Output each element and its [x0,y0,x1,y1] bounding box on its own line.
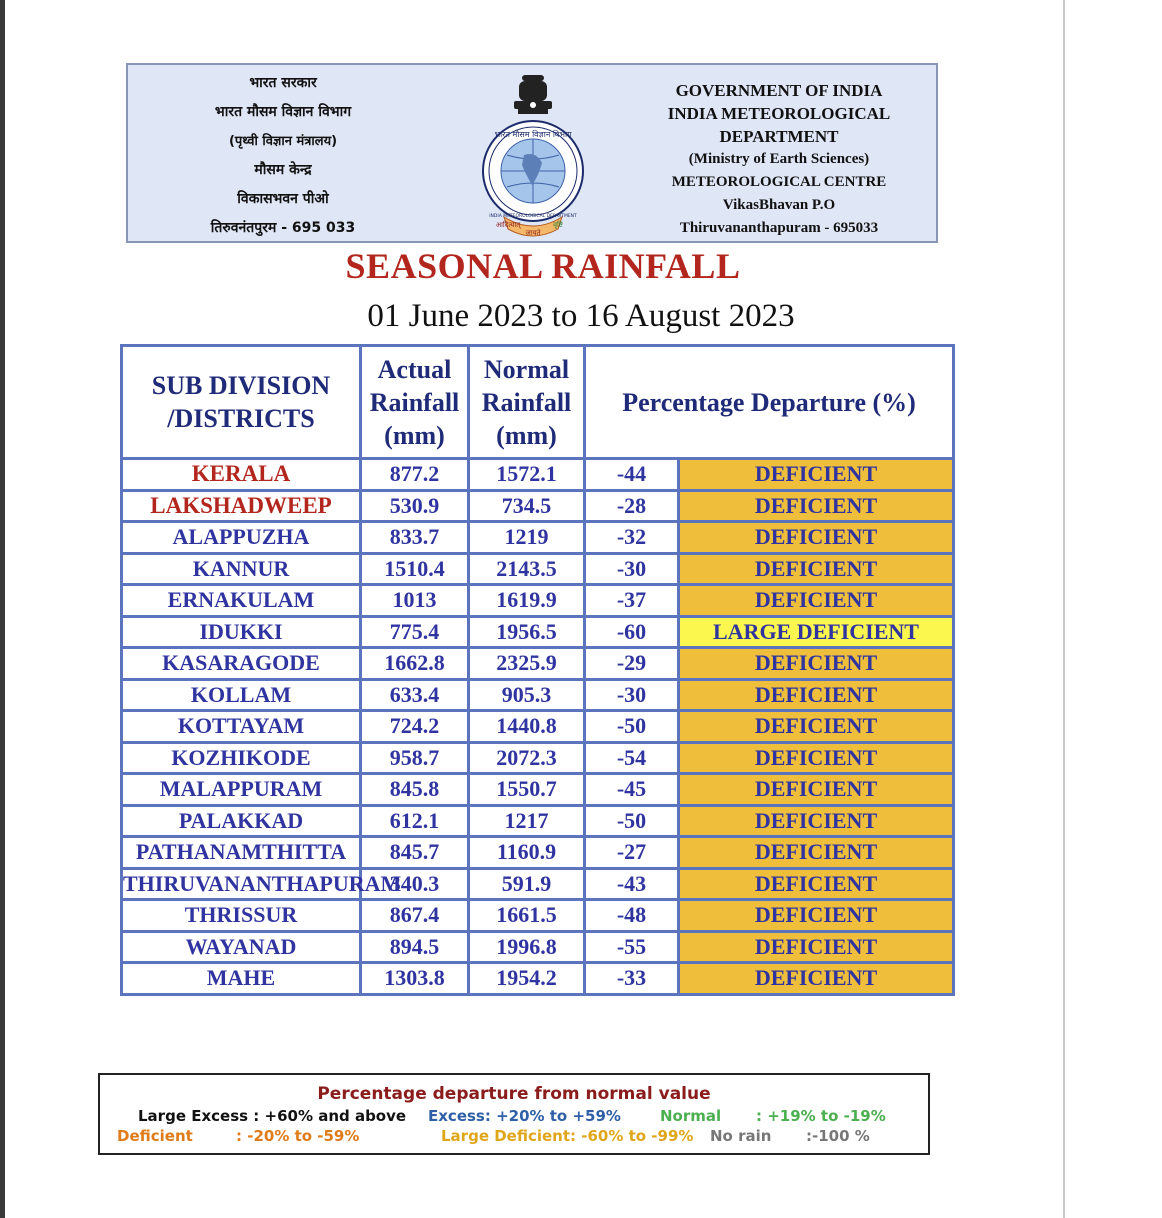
district-name: IDUKKI [122,616,361,648]
table-body [122,459,954,995]
district-name: MAHE [122,963,361,995]
normal-rainfall: 1572.1 [469,459,585,491]
english-line: (Ministry of Earth Sciences) [688,151,870,167]
departure-percent: -30 [585,553,679,585]
hindi-line: (पृथ्वी विज्ञान मंत्रालय) [228,134,338,149]
normal-rainfall: 591.9 [469,868,585,900]
normal-rainfall: 1954.2 [469,963,585,995]
normal-rainfall: 1956.5 [469,616,585,648]
letterhead-english [634,79,924,240]
category-badge: DEFICIENT [679,774,954,806]
table-row [122,459,954,491]
imd-logo [474,67,592,242]
table-row [122,805,954,837]
category-badge: DEFICIENT [679,931,954,963]
logo-hindi-text: भारत मौसम विज्ञान विभाग [494,130,572,139]
actual-rainfall: 1303.8 [361,963,469,995]
normal-rainfall: 734.5 [469,490,585,522]
table-row [122,774,954,806]
district-name: ERNAKULAM [122,585,361,617]
district-name: KERALA [122,459,361,491]
letterhead [126,63,938,243]
table-row [122,868,954,900]
district-name: KOLLAM [122,679,361,711]
header-normal: Normal Rainfall (mm) [469,346,585,459]
table-row [122,616,954,648]
legend-large-excess: Large Excess : +60% and above [138,1107,407,1125]
legend-normal-label: Normal [660,1107,722,1125]
actual-rainfall: 867.4 [361,900,469,932]
normal-rainfall: 905.3 [469,679,585,711]
actual-rainfall: 612.1 [361,805,469,837]
departure-percent: -33 [585,963,679,995]
logo-motto-left: आदित्यात् [495,221,521,229]
table-row [122,679,954,711]
english-line: Thiruvananthapuram - 695033 [679,220,879,236]
actual-rainfall: 633.4 [361,679,469,711]
category-badge: DEFICIENT [679,522,954,554]
normal-rainfall: 1550.7 [469,774,585,806]
hindi-line: विकासभवन पीओ [237,191,329,207]
district-name: WAYANAD [122,931,361,963]
category-badge: DEFICIENT [679,837,954,869]
legend-large-deficient: Large Deficient: -60% to -99% [441,1127,694,1145]
departure-percent: -55 [585,931,679,963]
actual-rainfall: 833.7 [361,522,469,554]
district-name: KOTTAYAM [122,711,361,743]
actual-rainfall: 1510.4 [361,553,469,585]
header-departure: Percentage Departure (%) [585,346,954,459]
table-row [122,648,954,680]
category-badge: DEFICIENT [679,459,954,491]
logo-motto-middle: जायते [525,229,541,237]
window-right-edge [1063,0,1065,1218]
departure-percent: -45 [585,774,679,806]
normal-rainfall: 1219 [469,522,585,554]
window-left-edge [0,0,5,1218]
category-badge: DEFICIENT [679,679,954,711]
departure-percent: -50 [585,805,679,837]
hindi-line: तिरुवनंतपुरम - 695 033 [210,220,356,236]
actual-rainfall: 1662.8 [361,648,469,680]
legend-box [98,1073,930,1155]
normal-rainfall: 1661.5 [469,900,585,932]
legend-no-rain-label: No rain [710,1127,772,1145]
district-name: MALAPPURAM [122,774,361,806]
departure-percent: -29 [585,648,679,680]
normal-rainfall: 1440.8 [469,711,585,743]
district-name: PALAKKAD [122,805,361,837]
departure-percent: -37 [585,585,679,617]
departure-percent: -30 [585,679,679,711]
page-title: SEASONAL RAINFALL [345,246,741,286]
district-name: THRISSUR [122,900,361,932]
district-name: KASARAGODE [122,648,361,680]
hindi-line: भारत मौसम विज्ञान विभाग [214,104,352,120]
english-line: METEOROLOGICAL CENTRE [671,174,887,190]
header-actual: Actual Rainfall (mm) [361,346,469,459]
normal-rainfall: 2325.9 [469,648,585,680]
departure-percent: -54 [585,742,679,774]
category-badge: DEFICIENT [679,553,954,585]
english-line: DEPARTMENT [719,127,839,146]
normal-rainfall: 2143.5 [469,553,585,585]
hindi-line: भारत सरकार [249,75,317,91]
legend-deficient-label: Deficient [117,1127,193,1145]
category-badge: LARGE DEFICIENT [679,616,954,648]
category-badge: DEFICIENT [679,648,954,680]
category-badge: DEFICIENT [679,868,954,900]
table-row [122,490,954,522]
district-name: ALAPPUZHA [122,522,361,554]
legend-excess: Excess: +20% to +59% [428,1107,621,1125]
normal-rainfall: 1619.9 [469,585,585,617]
table-row [122,585,954,617]
legend-no-rain-range: :-100 % [806,1127,870,1145]
ashoka-emblem-icon [514,75,552,114]
header-subdivision: SUB DIVISION /DISTRICTS [122,346,361,459]
table-row [122,742,954,774]
normal-rainfall: 1996.8 [469,931,585,963]
legend-deficient-range: : -20% to -59% [236,1127,360,1145]
date-range: 01 June 2023 to 16 August 2023 [367,298,795,334]
actual-rainfall: 340.3 [361,868,469,900]
category-badge: DEFICIENT [679,900,954,932]
table-row [122,553,954,585]
category-badge: DEFICIENT [679,711,954,743]
english-line: VikasBhavan P.O [722,197,836,213]
actual-rainfall: 775.4 [361,616,469,648]
departure-percent: -48 [585,900,679,932]
legend-normal-range: : +19% to -19% [756,1107,886,1125]
district-name: PATHANAMTHITTA [122,837,361,869]
district-name: KANNUR [122,553,361,585]
logo-motto-right: वृष्टि [553,221,563,229]
rainfall-table [120,344,955,996]
actual-rainfall: 845.7 [361,837,469,869]
departure-percent: -32 [585,522,679,554]
table-row [122,963,954,995]
district-name: LAKSHADWEEP [122,490,361,522]
logo-english-text: INDIA METEOROLOGICAL DEPARTMENT [489,214,577,219]
departure-percent: -50 [585,711,679,743]
normal-rainfall: 1217 [469,805,585,837]
actual-rainfall: 845.8 [361,774,469,806]
departure-percent: -60 [585,616,679,648]
table-header-row [122,346,954,459]
actual-rainfall: 1013 [361,585,469,617]
actual-rainfall: 877.2 [361,459,469,491]
normal-rainfall: 2072.3 [469,742,585,774]
category-badge: DEFICIENT [679,490,954,522]
hindi-line: मौसम केन्द्र [254,162,312,178]
actual-rainfall: 530.9 [361,490,469,522]
district-name: THIRUVANANTHAPURAM [122,868,361,900]
actual-rainfall: 894.5 [361,931,469,963]
category-badge: DEFICIENT [679,963,954,995]
table-row [122,522,954,554]
english-line: GOVERNMENT OF INDIA [675,81,883,100]
actual-rainfall: 958.7 [361,742,469,774]
legend-title: Percentage departure from normal value [317,1084,711,1104]
actual-rainfall: 724.2 [361,711,469,743]
table-row [122,931,954,963]
category-badge: DEFICIENT [679,805,954,837]
normal-rainfall: 1160.9 [469,837,585,869]
letterhead-hindi [188,69,378,243]
district-name: KOZHIKODE [122,742,361,774]
english-line: INDIA METEOROLOGICAL [667,104,891,123]
departure-percent: -27 [585,837,679,869]
table-row [122,711,954,743]
departure-percent: -28 [585,490,679,522]
category-badge: DEFICIENT [679,585,954,617]
table-row [122,837,954,869]
departure-percent: -43 [585,868,679,900]
table-row [122,900,954,932]
category-badge: DEFICIENT [679,742,954,774]
departure-percent: -44 [585,459,679,491]
